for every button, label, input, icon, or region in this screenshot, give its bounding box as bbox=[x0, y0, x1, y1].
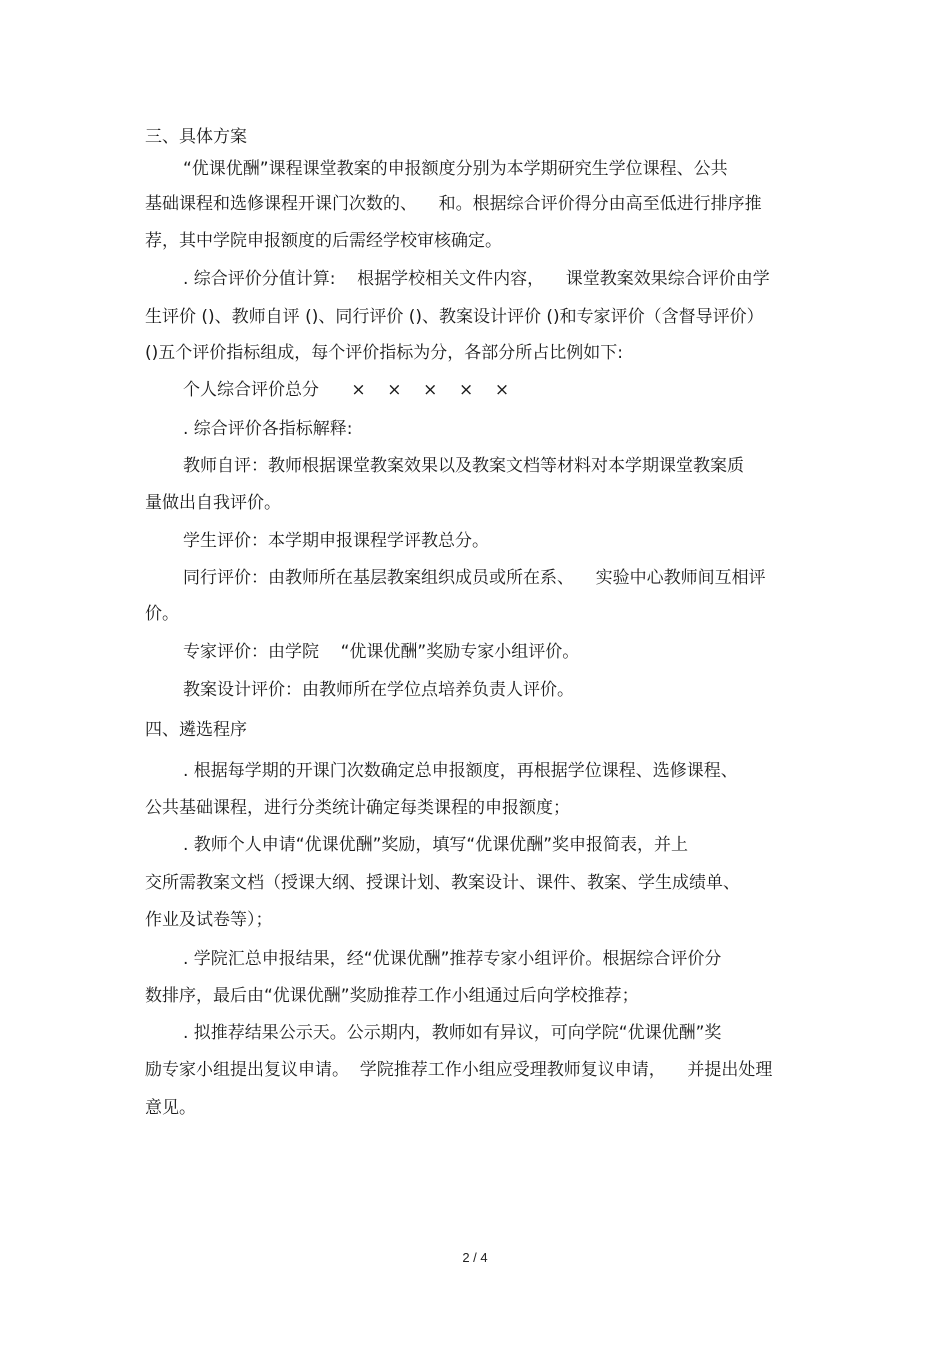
procedure-line: 公共基础课程，进行分类统计确定每类课程的申报额度； bbox=[145, 798, 570, 818]
procedure-line: . 学院汇总申报结果，经“优课优酬”推荐专家小组评价。根据综合评价分 bbox=[183, 949, 722, 969]
procedure-line: . 教师个人申请“优课优酬”奖励，填写“优课优酬”奖申报简表，并上 bbox=[183, 835, 689, 855]
paragraph-line: 生评价 ()、教师自评 ()、同行评价 ()、教案设计评价 ()和专家评价（含督导评价） bbox=[145, 307, 764, 327]
paragraph-line: 同行评价：由教师所在基层教案组织成员或所在系、 实验中心教师间互相评 bbox=[183, 568, 766, 588]
paragraph-line: 基础课程和选修课程开课门次数的、 和。根据综合评价得分由高至低进行排序推 bbox=[145, 194, 762, 214]
paragraph-line: . 综合评价分值计算: 根据学校相关文件内容， 课堂教案效果综合评价由学 bbox=[183, 269, 770, 289]
paragraph-line: 教师自评：教师根据课堂教案效果以及教案文档等材料对本学期课堂教案质 bbox=[183, 456, 744, 476]
paragraph-line: 专家评价：由学院 “优课优酬”奖励专家小组评价。 bbox=[183, 642, 580, 662]
paragraph-line: 荐，其中学院申报额度的后需经学校审核确定。 bbox=[145, 231, 502, 251]
procedure-line: . 根据每学期的开课门次数确定总申报额度，再根据学位课程、选修课程、 bbox=[183, 761, 738, 781]
section-four-heading: 四、遴选程序 bbox=[145, 720, 247, 740]
procedure-line: 励专家小组提出复议申请。 学院推荐工作小组应受理教师复议申请， 并提出处理 bbox=[145, 1060, 773, 1080]
paragraph-line: 价。 bbox=[145, 604, 179, 624]
procedure-line: 交所需教案文档（授课大纲、授课计划、教案设计、课件、教案、学生成绩单、 bbox=[145, 873, 740, 893]
paragraph-line: 教案设计评价：由教师所在学位点培养负责人评价。 bbox=[183, 680, 574, 700]
paragraph-line: 学生评价：本学期申报课程学评教总分。 bbox=[183, 531, 489, 551]
procedure-line: 作业及试卷等）； bbox=[145, 910, 273, 930]
formula-line: 个人综合评价总分 × × × × × bbox=[183, 380, 510, 400]
paragraph-line: “优课优酬”课程课堂教案的申报额度分别为本学期研究生学位课程、公共 bbox=[183, 159, 728, 179]
procedure-line: 数排序，最后由“优课优酬”奖励推荐工作小组通过后向学校推荐； bbox=[145, 986, 639, 1006]
procedure-line: . 拟推荐结果公示天。公示期内，教师如有异议，可向学院“优课优酬”奖 bbox=[183, 1023, 722, 1043]
page-number: 2 / 4 bbox=[462, 1250, 488, 1265]
procedure-line: 意见。 bbox=[145, 1098, 196, 1118]
section-three-heading: 三、具体方案 bbox=[145, 127, 247, 147]
paragraph-line: 量做出自我评价。 bbox=[145, 493, 281, 513]
paragraph-line: . 综合评价各指标解释: bbox=[183, 419, 353, 439]
paragraph-line: ()五个评价指标组成，每个评价指标为分，各部分所占比例如下: bbox=[145, 343, 623, 363]
